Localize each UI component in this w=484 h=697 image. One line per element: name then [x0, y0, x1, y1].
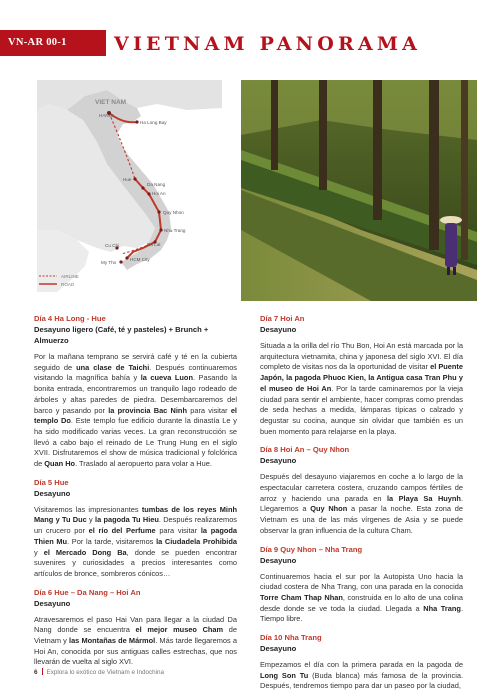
day-8-meals: Desayuno [260, 456, 297, 466]
legend-airline: AIRLINE [61, 274, 79, 279]
day-9-meals: Desayuno [260, 555, 297, 565]
page-footer [34, 668, 164, 676]
page-title: VIETNAM PANORAMA [114, 33, 422, 55]
route-map [37, 80, 222, 292]
footer-text: Explora lo exótico de Vietnam e Indochina [46, 669, 165, 676]
day-5-text: Visitaremos las impresionantes tumbas de los reyes Minh Mang y Tu Duc y la pagoda Tu Hieu. Después realizaremos un crucero por el río del Perfume para visitar la pagoda Thien Mu. Por la tarde, visitaremos la Ciudadela Prohibida y el Mercado Dong Ba, donde se pueden encontrar suvenires y curiosidades a precios interesantes como artículos de bronce, sombreros cónicos… [34, 504, 238, 578]
day-8-title: Día 8 Hoi An – Quy Nhon [260, 445, 350, 455]
day-6-title: Día 6 Hue – Da Nang – Hoi An [34, 587, 141, 597]
itinerary-left-column [34, 313, 237, 668]
day-6-text: Atravesaremos el paso Hai Van para llegar a la ciudad Da Nang donde se encuentra el mejor museo Cham de Vietnam y las Montañas de Mármol. Más tarde llegaremos a Hoi An, conocida por sus antiguas calles estrechas, que nos llevarán de vuelta al siglo XVI. [34, 614, 237, 667]
day-5-title: Día 5 Hue [34, 477, 69, 487]
map-country-label: VIET NAM [95, 99, 127, 106]
day-7-text: Situada a la orilla del río Thu Bon, Hoi An está marcada por la arquitectura vietnamita, china y japonesa del siglo XVI. El día completo de visitas nos da la oportunidad de visitar el Puente Japón, la pagoda Phuoc Kien, la Antigua casa Tran Phu y el museo de Hoi An. Por la tarde caminaremos por la vieja ciudad para sentir el ambiente, hacer compras como prendas de seda hechas a medida, lámparas típicas o calzado y degustar su cocina, aunque sin olvidar que también es un buen momento para relajarse en la playa. [260, 341, 463, 436]
tour-code-badge: VN-AR 00-1 [0, 30, 106, 56]
day-4-text: Por la mañana temprano se servirá café y té en la cubierta seguido de una clase de Taichi. Después continuaremos visitando la magnífica bahía y la cueva Luon. Pasando la bonita entrada, encontraremos un tranquilo lago rodeado de árboles y altas paredes de piedra. Desembarcaremos del barco y pasando por la provincia Bac Ninh para visitar el templo Do. Este templo fue edificio durante la dinastía Le y ha sido modificado varias veces. La gran reconstrucción se llevó a cabo bajo el reinado de Le Trung Hung en el siglo XVII. Disfrutaremos el show de música tradicional y folclórica de Quan Ho. Traslado al aeropuerto para volar a Hue. [34, 352, 238, 469]
day-7-title: Día 7 Hoi An [260, 314, 305, 323]
day-10-meals: Desayuno [260, 644, 297, 654]
page-number: 6 [34, 669, 38, 676]
day-4-title: Día 4 Ha Long - Hue [34, 314, 106, 323]
map-city-cu-chi: Cu Chi [105, 243, 120, 248]
map-city-hue: Hue [123, 177, 132, 182]
map-city-ha-long: Ha Long Bay [140, 120, 167, 125]
map-city-hcm: HCM City [130, 257, 150, 262]
day-10-text: Empezamos el día con la primera parada en la pagoda de Long Son Tu (Buda blanca) más famosa de la provincia. Después, tendremos tiempo para dar un paseo por la ciudad, [260, 660, 463, 691]
itinerary-right-column [260, 313, 463, 692]
map-city-quy-nhon: Quy Nhon [163, 210, 184, 215]
day-6-meals: Desayuno [34, 598, 71, 608]
footer-divider [42, 668, 43, 675]
map-city-da-nang: Da Nang [147, 182, 166, 187]
tree-lined-moss-wall-photo [241, 80, 477, 301]
day-4-meals: Desayuno ligero (Café, té y pasteles) + Brunch + Almuerzo [34, 325, 209, 345]
map-city-hanoi: HANOI [99, 113, 114, 118]
day-5-meals: Desayuno [34, 488, 71, 498]
legend-road: ROAD [61, 282, 75, 287]
day-9-text: Continuaremos hacia el sur por la Autopista Uno hacia la ciudad costera de Nha Trang, con una parada en la conocida Torre Cham Thap Nhan, construida en lo alto de una colina desde donde se ve toda la ciudad. Llegada a Nha Trang. Tiempo libre. [260, 571, 464, 624]
map-city-nha-trang: Nha Trang [164, 228, 186, 233]
day-7-meals: Desayuno [260, 325, 297, 334]
day-8-text: Después del desayuno viajaremos en coche a lo largo de la espectacular carretera costera, cruzando campos fértiles de arroz y haciendo una parada en la Playa Sa Huynh. Llegaremos a Quy Nhon a pasar la noche. Esta zona de Vietnam es una de las más vírgenes de Asia y se puede observar la gran influencia de la cultura Cham. [260, 472, 463, 535]
day-9-title: Día 9 Quy Nhon – Nha Trang [260, 544, 363, 554]
map-city-hoi-an: Hoi An [152, 191, 166, 196]
map-city-da-lat: Da Lat [147, 242, 161, 247]
map-city-my-tho: My Tho [101, 260, 117, 265]
day-10-title: Día 10 Nha Trang [260, 633, 322, 643]
